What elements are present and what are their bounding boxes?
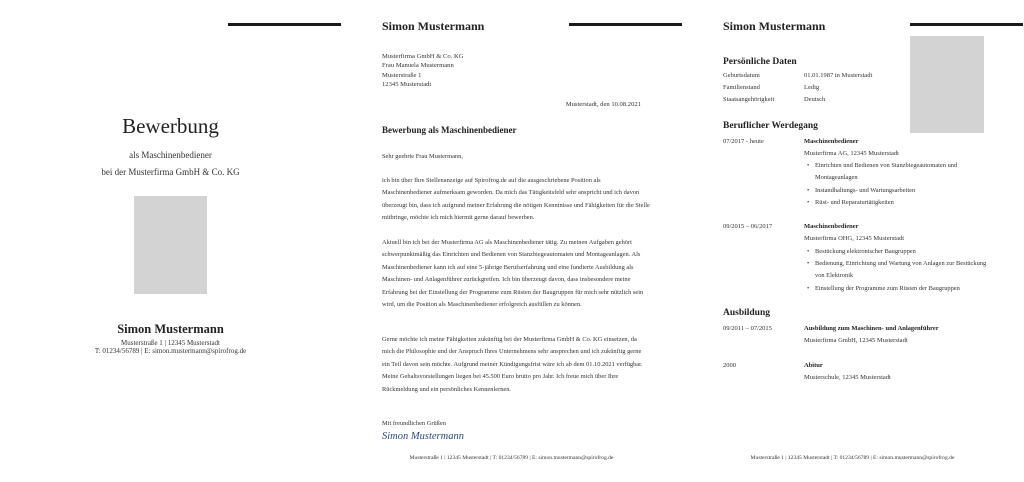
personal-label: Geburtsdatum (723, 72, 760, 79)
cover-page (0, 0, 341, 482)
job-company: Musterfirma AG, 12345 Musterstadt (804, 150, 899, 157)
header-rule (569, 23, 682, 26)
personal-value: 01.01.1987 in Musterstadt (804, 72, 873, 79)
cover-address: Musterstraße 1 | 12345 Musterstadt (121, 339, 220, 347)
letter-paragraph-2: Aktuell bin ich bei der Musterfirma AG als Maschinenbediener tätig. Zu meinen Aufgaben gehört schwerpunktmäßig das Einrichten und Bedienen von Stanzbiegeautomaten und Montageanlagen. Als Maschinenbediener kann ich auf eine 5-jährige Berufserfahrung und eine fundierte Ausbildung als Maschinen- und Anlagenführer zurückgreifen. Ich bin überzeugt davon, dass insbesondere meine Erfahrung bei der Einstellung der Programme zum Rüsten der Baugruppen für mich sehr nützlich sein wird, um die Position als Maschinenbediener erfolgreich ausfüllen zu können. (382, 239, 644, 309)
job-bullet: • Einstellung der Programme zum Rüsten der Baugruppen (804, 283, 989, 295)
education-period: 09/2011 – 07/2015 (723, 325, 772, 332)
personal-value: Deutsch (804, 96, 826, 103)
cover-subtitle-position: als Maschinenbediener (129, 150, 212, 160)
letter-paragraph-1: ich bin über Ihre Stellenanzeige auf Spirofrog.de auf die ausgeschriebene Position als Maschinenbediener aufmerksam geworden. Da mich das Tätigkeitsfeld sehr anspricht und ich davon überzeugt bin, dass ich aufgrund meiner Erfahrung die nötigen Kenntnisse und Fähigkeiten für die Stelle mitbringe, möchte ich mich hiermit gerne darauf bewerben. (382, 177, 650, 222)
education-school: Musterschule, 12345 Musterstadt (804, 374, 891, 381)
job-period: 09/2015 – 06/2017 (723, 223, 773, 230)
personal-label: Staatsangehörigkeit (723, 96, 775, 103)
education-title: Ausbildung zum Maschinen- und Anlagenführer (804, 325, 939, 332)
education-title: Abitur (804, 362, 823, 369)
job-company: Musterfirma OHG, 12345 Musterstadt (804, 235, 905, 242)
job-bullet: • Bedienung, Einrichtung und Wartung von Anlagen zur Bestückung von Elektronik (804, 258, 989, 283)
education-school: Musterfirma GmbH, 12345 Musterstadt (804, 337, 908, 344)
personal-data-heading: Persönliche Daten (723, 57, 797, 67)
cover-letter-page (341, 0, 682, 482)
letter-greeting: Sehr geehrte Frau Mustermann, (382, 153, 463, 160)
letter-signature: Simon Mustermann (382, 431, 464, 442)
recipient-street: Musterstraße 1 (382, 72, 422, 79)
job-bullet: • Rüst- und Reparaturtätigkeiten (804, 197, 989, 209)
recipient-company: Musterfirma GmbH & Co. KG (382, 53, 464, 60)
letter-date: Musterstadt, den 10.08.2021 (565, 101, 641, 108)
cover-applicant-name: Simon Mustermann (117, 322, 224, 336)
cover-subtitle-company: bei der Musterfirma GmbH & Co. KG (101, 167, 240, 177)
letter-paragraph-3: Gerne möchte ich meine Fähigkeiten zukünftig bei der Musterfirma GmbH & Co. KG einsetzen, da mich die Philosophie und der Anspruch Ihres Unternehmens sehr ansprechen und ich zukünftig gerne ein Teil davon sein möchte. Aufgrund meiner Kündigungsfrist wäre ich ab dem 01.10.2021 verfügbar. Meine Gehaltsvorstellungen liegen bei 45.500 Euro brutto pro Jahr. Ich freue mich über Ihre Rückmeldung und ein persönliches Kennenlernen. (382, 336, 643, 393)
job-title: Maschinenbediener (804, 223, 859, 230)
job-bullet: • Einrichten und Bedienen von Stanzbiegeautomaten und Montageanlagen (804, 160, 989, 185)
career-heading: Beruflicher Werdegang (723, 121, 818, 131)
personal-value: Ledig (804, 84, 820, 91)
cv-photo (910, 36, 984, 133)
cover-contact: T: 01234/56789 | E: simon.mustermann@spirofrog.de (94, 347, 247, 355)
personal-label: Familienstand (723, 84, 760, 91)
letter-closing: Mit freundlichen Grüßen (382, 420, 446, 427)
cover-title: Bewerbung (122, 114, 219, 138)
recipient-person: Frau Manuela Mustermann (382, 62, 454, 69)
cv-header-name: Simon Mustermann (723, 19, 826, 33)
recipient-city: 12345 Musterstadt (382, 81, 432, 88)
header-rule (910, 23, 1023, 26)
header-rule (228, 23, 341, 26)
letter-subject: Bewerbung als Maschinenbediener (382, 125, 517, 135)
job-period: 07/2017 - heute (723, 138, 764, 145)
job-title: Maschinenbediener (804, 138, 859, 145)
job-bullet: • Instandhaltungs- und Wartungsarbeiten (804, 185, 989, 197)
education-heading: Ausbildung (723, 308, 771, 318)
cv-page (682, 0, 1023, 482)
letter-header-name: Simon Mustermann (382, 19, 485, 33)
applicant-photo (134, 196, 207, 294)
job-bullet: • Bestückung elektronischer Baugruppen (804, 246, 989, 258)
education-period: 2000 (723, 362, 736, 369)
letter-footer: Musterstraße 1 | 12345 Musterstadt | T: 01234/56789 | E: simon.mustermann@spirofrog.de (409, 455, 614, 461)
cv-footer: Musterstraße 1 | 12345 Musterstadt | T: 01234/56789 | E: simon.mustermann@spirofrog.de (750, 455, 955, 461)
